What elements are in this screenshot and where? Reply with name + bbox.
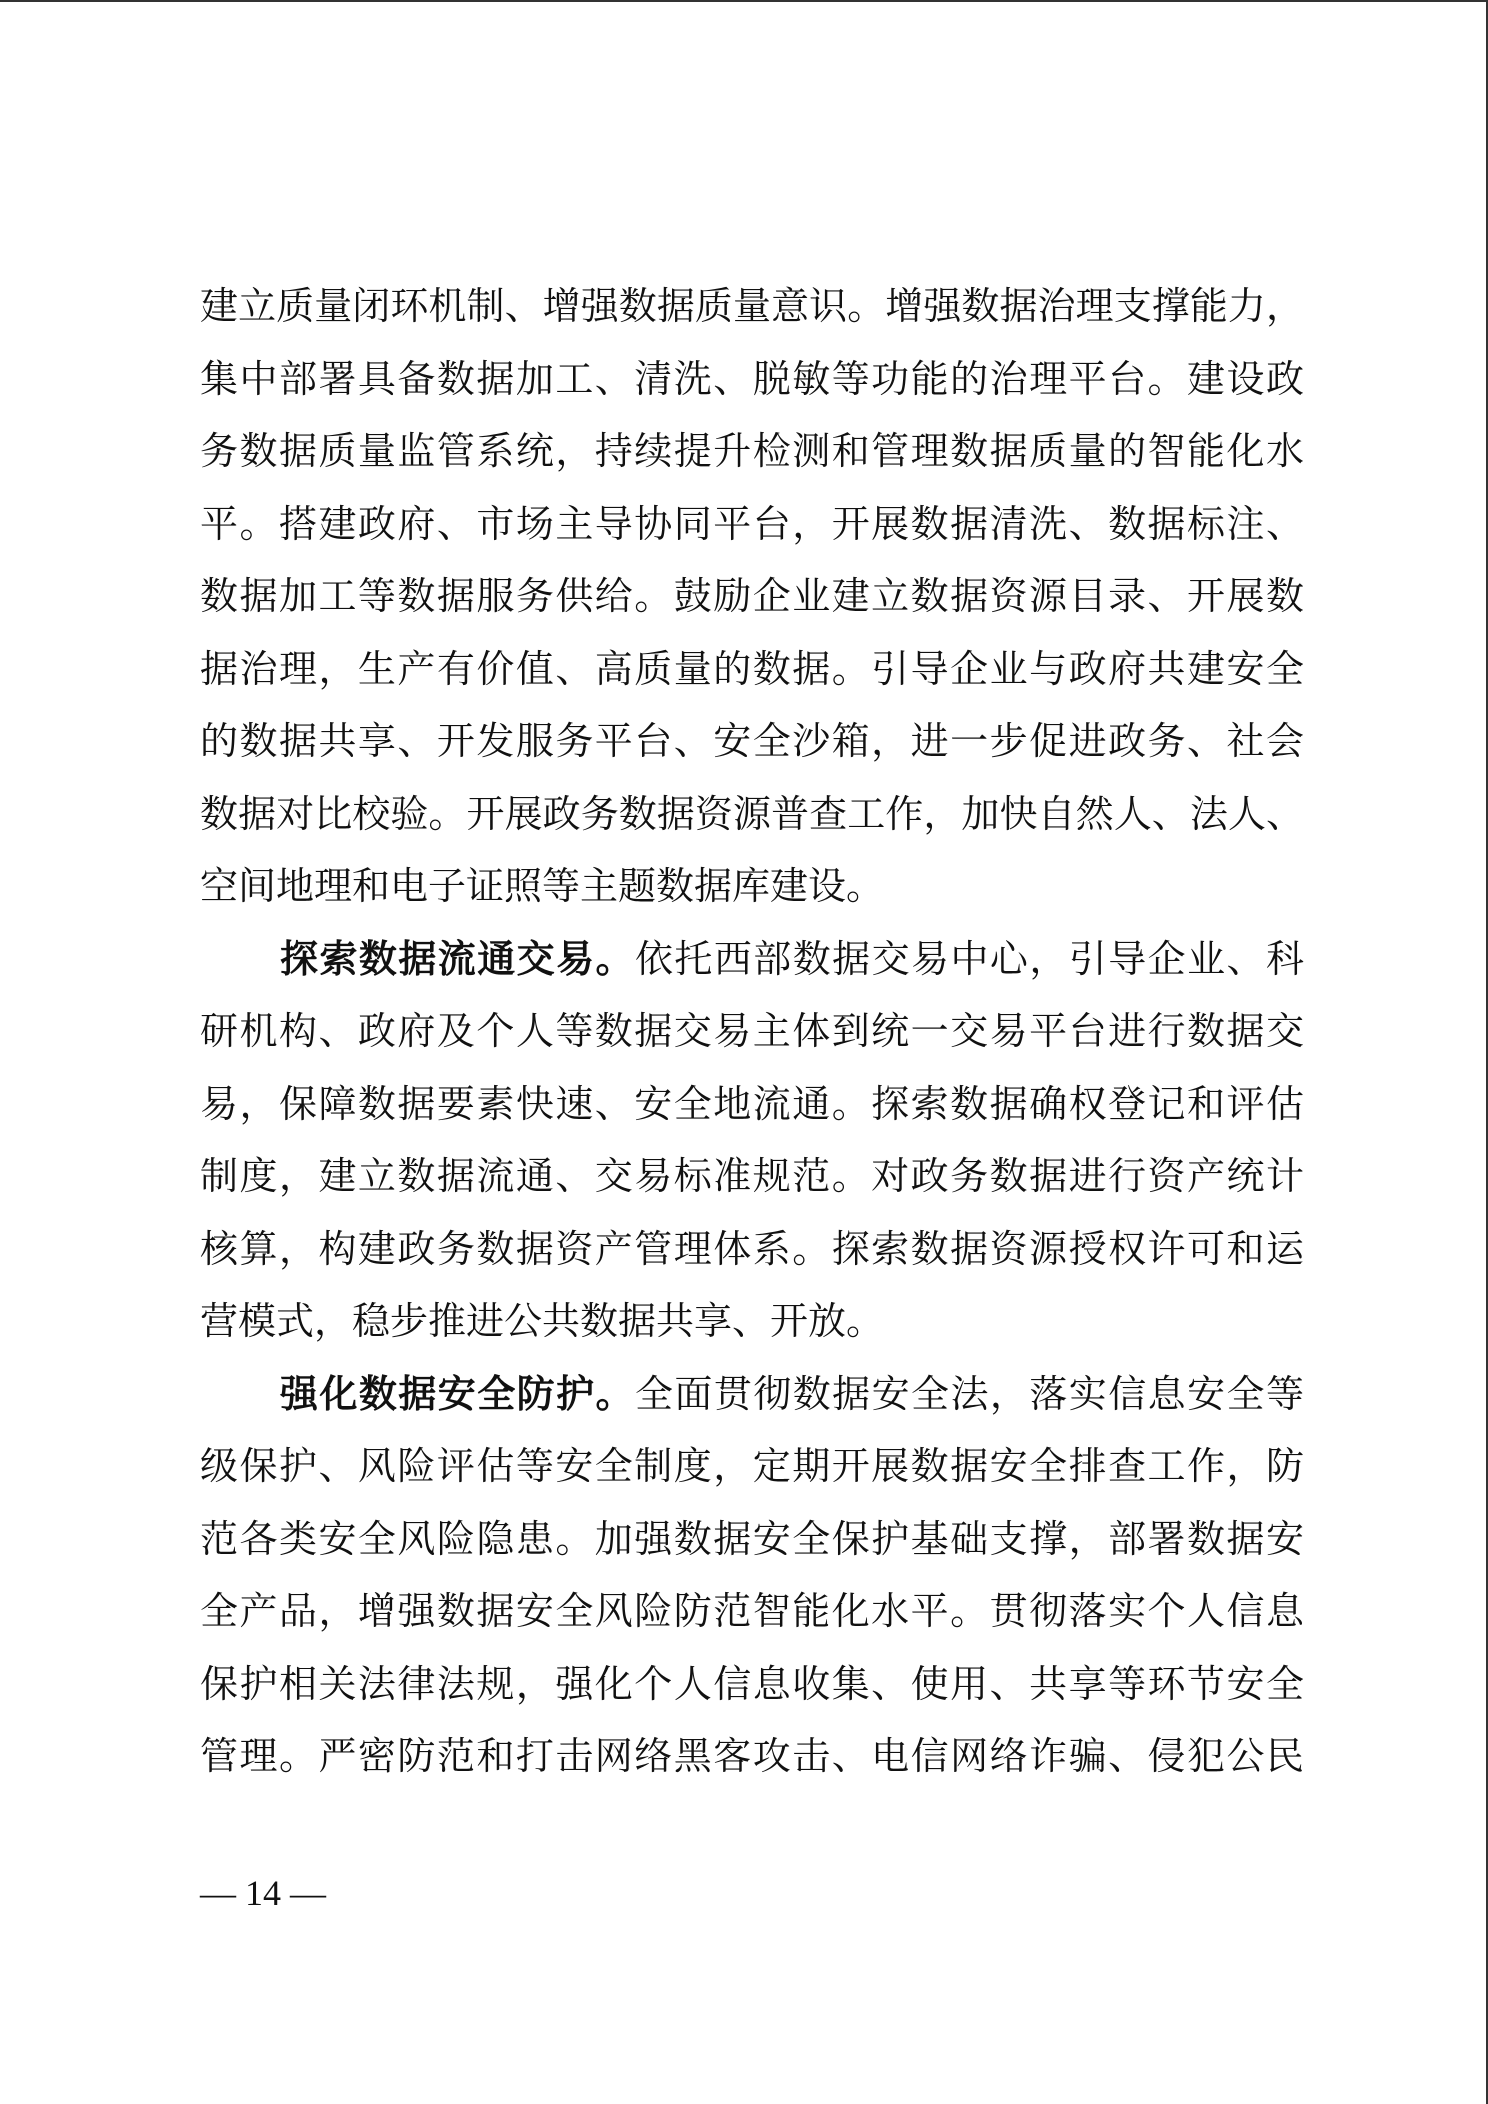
text-line [200, 923, 1304, 996]
top-border-line [0, 0, 1488, 2]
text-line: 制度，建立数据流通、交易标准规范。对政务数据进行资产统计 [200, 1154, 1304, 1198]
text-line: 研机构、政府及个人等数据交易主体到统一交易平台进行数据交 [200, 1009, 1304, 1053]
text-line: 平。搭建政府、市场主导协同平台，开展数据清洗、数据标注、 [200, 501, 1304, 546]
text-line: 易，保障数据要素快速、安全地流通。探索数据确权登记和评估 [200, 1081, 1304, 1126]
text-line: 据治理，生产有价值、高质量的数据。引导企业与政府共建安全 [200, 646, 1304, 691]
text-line: 数据对比校验。开展政务数据资源普查工作，加快自然人、法人、 [200, 791, 1304, 836]
text-line [200, 1358, 1304, 1431]
paragraph-data-security [200, 1358, 1304, 1793]
text-run: 依托西部数据交易中心，引导企业、科 [634, 936, 1304, 981]
page-number: — 14 — [200, 1873, 326, 1913]
paragraph-data-quality [200, 270, 1304, 923]
text-line: 范各类安全风险隐患。加强数据安全保护基础支撑，部署数据安 [200, 1516, 1304, 1561]
text-line: 全产品，增强数据安全风险防范智能化水平。贯彻落实个人信息 [200, 1589, 1304, 1633]
text-line: 核算，构建政务数据资产管理体系。探索数据资源授权许可和运 [200, 1226, 1304, 1271]
text-line: 空间地理和电子证照等主题数据库建设。 [200, 864, 885, 908]
text-line: 保护相关法律法规，强化个人信息收集、使用、共享等环节安全 [200, 1661, 1304, 1706]
paragraph-data-circulation [200, 923, 1304, 1358]
text-line: 管理。严密防范和打击网络黑客攻击、电信网络诈骗、侵犯公民 [200, 1734, 1304, 1778]
paragraph-heading: 强化数据安全防护。 [280, 1371, 635, 1416]
text-line: 的数据共享、开发服务平台、安全沙箱，进一步促进政务、社会 [200, 719, 1304, 763]
text-line: 集中部署具备数据加工、清洗、脱敏等功能的治理平台。建设政 [200, 356, 1304, 401]
text-run: 全面贯彻数据安全法，落实信息安全等 [634, 1371, 1304, 1416]
paragraph-heading: 探索数据流通交易。 [280, 936, 635, 981]
text-line: 务数据质量监管系统，持续提升检测和管理数据质量的智能化水 [200, 429, 1304, 473]
document-body [200, 270, 1304, 1793]
text-line: 级保护、风险评估等安全制度，定期开展数据安全排查工作，防 [200, 1444, 1304, 1488]
text-line: 建立质量闭环机制、增强数据质量意识。增强数据治理支撑能力， [200, 284, 1304, 328]
text-line: 营模式，稳步推进公共数据共享、开放。 [200, 1299, 885, 1343]
text-line: 数据加工等数据服务供给。鼓励企业建立数据资源目录、开展数 [200, 574, 1304, 618]
